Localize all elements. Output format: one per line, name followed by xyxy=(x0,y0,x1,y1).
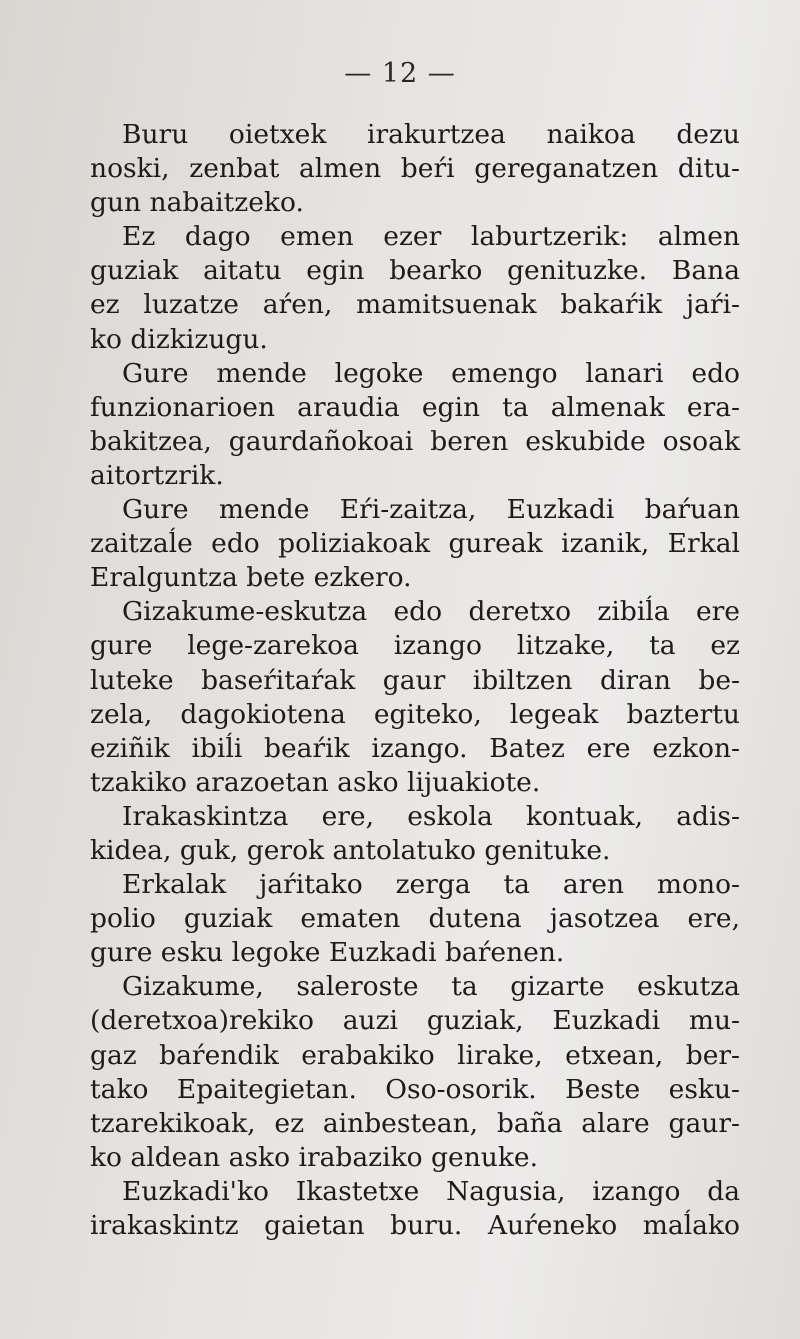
text-line: Gizakume-eskutza edo deretxo zibiĺa ere xyxy=(122,596,740,628)
body-text xyxy=(90,118,740,1243)
text-line: zaitzaĺe edo poliziakoak gureak izanik, Erkal xyxy=(90,528,740,560)
text-line: gaz baŕendik erabakiko lirake, etxean, ber- xyxy=(90,1039,740,1071)
text-line: bakitzea, gaurdañokoai beren eskubide osoak xyxy=(90,425,740,457)
text-line: aitortzrik. xyxy=(90,459,224,491)
text-line: gure esku legoke Euzkadi baŕenen. xyxy=(90,937,565,969)
text-line: ko dizkizugu. xyxy=(90,323,268,355)
text-line: tzarekikoak, ez ainbestean, baña alare gaur- xyxy=(90,1107,740,1139)
text-line: Buru oietxek irakurtzea naikoa dezu xyxy=(122,119,740,150)
paragraph xyxy=(90,220,740,356)
paragraph xyxy=(90,868,740,970)
text-line: funzionarioen araudia egin ta almenak era- xyxy=(90,391,740,423)
paragraph xyxy=(90,1175,740,1243)
paragraph xyxy=(90,357,740,493)
text-line: irakaskintz gaietan buru. Auŕeneko maĺako xyxy=(90,1210,740,1241)
text-line: gun nabaitzeko. xyxy=(90,187,304,219)
text-line: Eralguntza bete ezkero. xyxy=(90,562,412,594)
text-line: tako Epaitegietan. Oso-osorik. Beste esku- xyxy=(90,1073,740,1105)
text-line: Erkalak jaŕitako zerga ta aren mono- xyxy=(122,869,740,901)
text-line: Gizakume, saleroste ta gizarte eskutza xyxy=(122,971,740,1003)
paragraph xyxy=(90,493,740,595)
text-line: tzakiko arazoetan asko lijuakiote. xyxy=(90,766,541,798)
paragraph xyxy=(90,970,740,1175)
text-line: eziñik ibiĺi beaŕik izango. Batez ere ezkon- xyxy=(90,732,740,764)
text-line: Gure mende Eŕi-zaitza, Euzkadi baŕuan xyxy=(122,494,740,526)
text-line: Euzkadi'ko Ikastetxe Nagusia, izango da xyxy=(122,1175,740,1207)
paragraph xyxy=(90,118,740,220)
text-line: Irakaskintza ere, eskola kontuak, adis- xyxy=(122,800,740,832)
page-number: — 12 — xyxy=(344,58,456,89)
text-line: ko aldean asko irabaziko genuke. xyxy=(90,1141,539,1173)
text-line: luteke baseŕitaŕak gaur ibiltzen diran be- xyxy=(90,664,740,696)
text-line: gure lege-zarekoa izango litzake, ta ez xyxy=(90,630,740,662)
text-line: zela, dagokiotena egiteko, legeak baztertu xyxy=(90,698,740,730)
text-line: ez luzatze aŕen, mamitsuenak bakaŕik jaŕi- xyxy=(90,289,740,321)
text-line: polio guziak ematen dutena jasotzea ere, xyxy=(90,903,740,935)
text-line: (deretxoa)rekiko auzi guziak, Euzkadi mu- xyxy=(90,1005,740,1037)
text-line: guziak aitatu egin bearko genituzke. Bana xyxy=(90,255,740,287)
text-line: Ez dago emen ezer laburtzerik: almen xyxy=(122,221,740,253)
paragraph xyxy=(90,595,740,800)
paragraph xyxy=(90,800,740,868)
text-line: Gure mende legoke emengo lanari edo xyxy=(122,357,740,389)
text-line: kidea, guk, gerok antolatuko genituke. xyxy=(90,834,611,866)
text-line: noski, zenbat almen beŕi gereganatzen ditu- xyxy=(90,153,740,185)
